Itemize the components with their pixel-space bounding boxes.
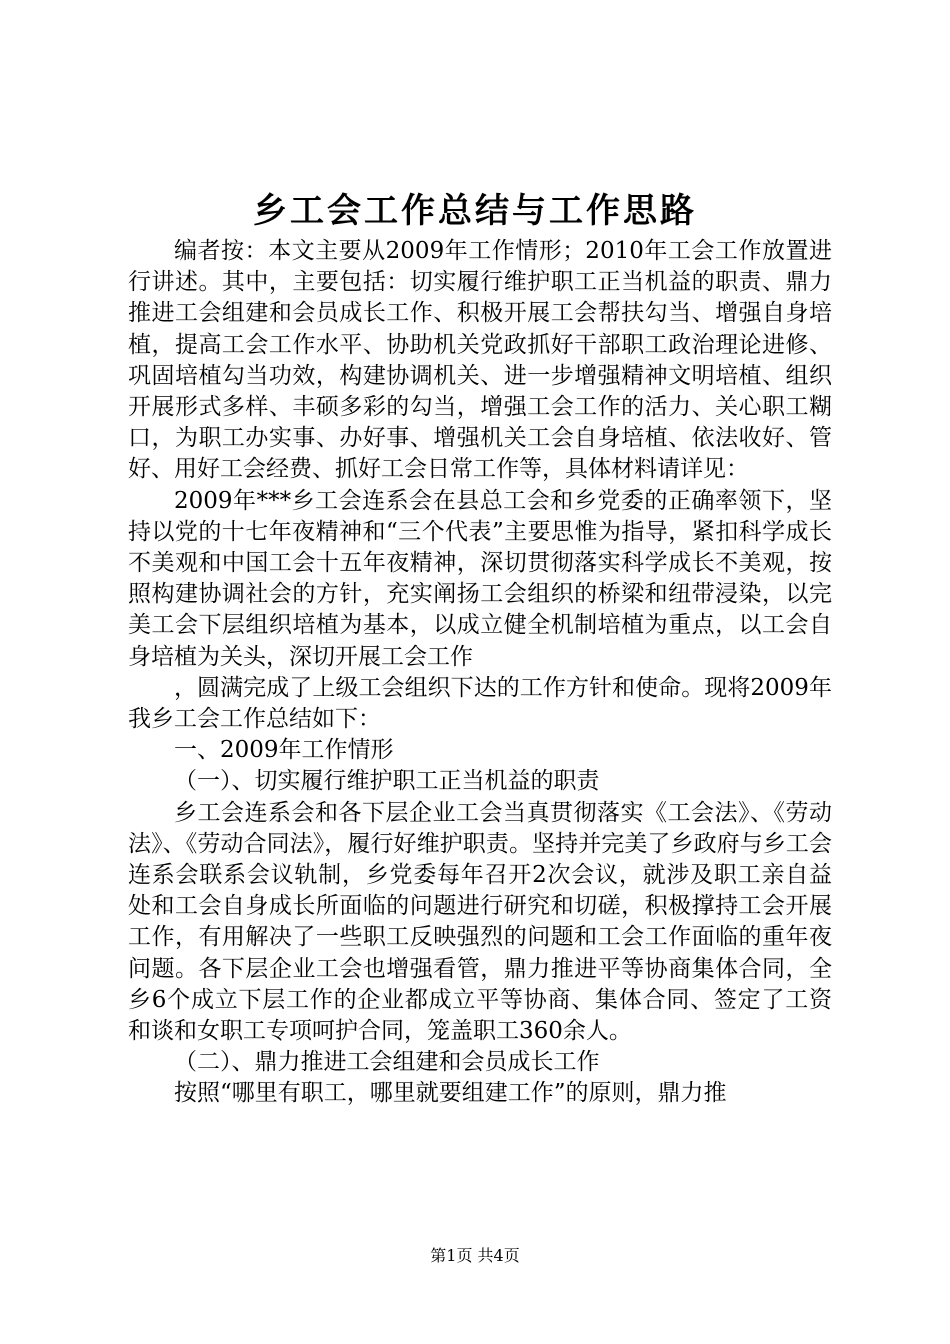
document-title: 乡工会工作总结与工作思路 bbox=[253, 191, 697, 231]
subsection-heading-2: （二）、鼎力推进工会组建和会员成长工作 bbox=[174, 1049, 600, 1076]
document-body bbox=[128, 236, 832, 1110]
paragraph-intro: 2009年***乡工会连系会在县总工会和乡党委的正确率领下，坚持以党的十七年夜精神和“三个代表”主要思惟为指导，紧扣科学成长不美观和中国工会十五年夜精神，深切贯彻落实科学成长不美观，按照构建协调社会的方针，充实阐扬工会组织的桥梁和纽带浸染，以完美工会下层组织培植为基本，以成立健全机制培植为重点，以工会自身培植为关头，深切开展工会工作 bbox=[128, 487, 832, 670]
subsection-heading-1: （一）、切实履行维护职工正当机益的职责 bbox=[174, 768, 600, 795]
section-heading: 一、2009年工作情形 bbox=[174, 737, 394, 764]
paragraph-organization: 按照“哪里有职工，哪里就要组建工作”的原则，鼎力推 bbox=[174, 1080, 727, 1107]
paragraph-editor-note: 编者按：本文主要从2009年工作情形；2010年工会工作放置进行讲述。其中，主要包括：切实履行维护职工正当机益的职责、鼎力推进工会组建和会员成长工作、积极开展工会帮扶勾当、增强自身培植，提高工会工作水平、协助机关党政抓好干部职工政治理论进修、巩固培植勾当功效，构建协调机关、进一步增强精神文明培植、组织开展形式多样、丰硕多彩的勾当，增强工会工作的活力、关心职工糊口，为职工办实事、办好事、增强机关工会自身培植、依法收好、管好、用好工会经费、抓好工会日常工作等，具体材料请详见： bbox=[128, 238, 832, 483]
paragraph-intro-continued: ，圆满完成了上级工会组织下达的工作方针和使命。现将2009年我乡工会工作总结如下： bbox=[128, 674, 832, 733]
page-footer: 第1页 共4页 bbox=[430, 1246, 520, 1265]
paragraph-rights: 乡工会连系会和各下层企业工会当真贯彻落实《工会法》、《劳动法》、《劳动合同法》，履行好维护职责。坚持并完美了乡政府与乡工会连系会联系会议轨制，乡党委每年召开2次会议，就涉及职工亲自益处和工会自身成长所面临的问题进行研究和切磋，积极撑持工会开展工作，有用解决了一些职工反映强烈的问题和工会工作面临的重年夜问题。各下层企业工会也增强看管，鼎力推进平等协商集体合同，全乡6个成立下层工作的企业都成立平等协商、集体合同、签定了工资和谈和女职工专项呵护合同，笼盖职工360余人。 bbox=[128, 799, 832, 1045]
